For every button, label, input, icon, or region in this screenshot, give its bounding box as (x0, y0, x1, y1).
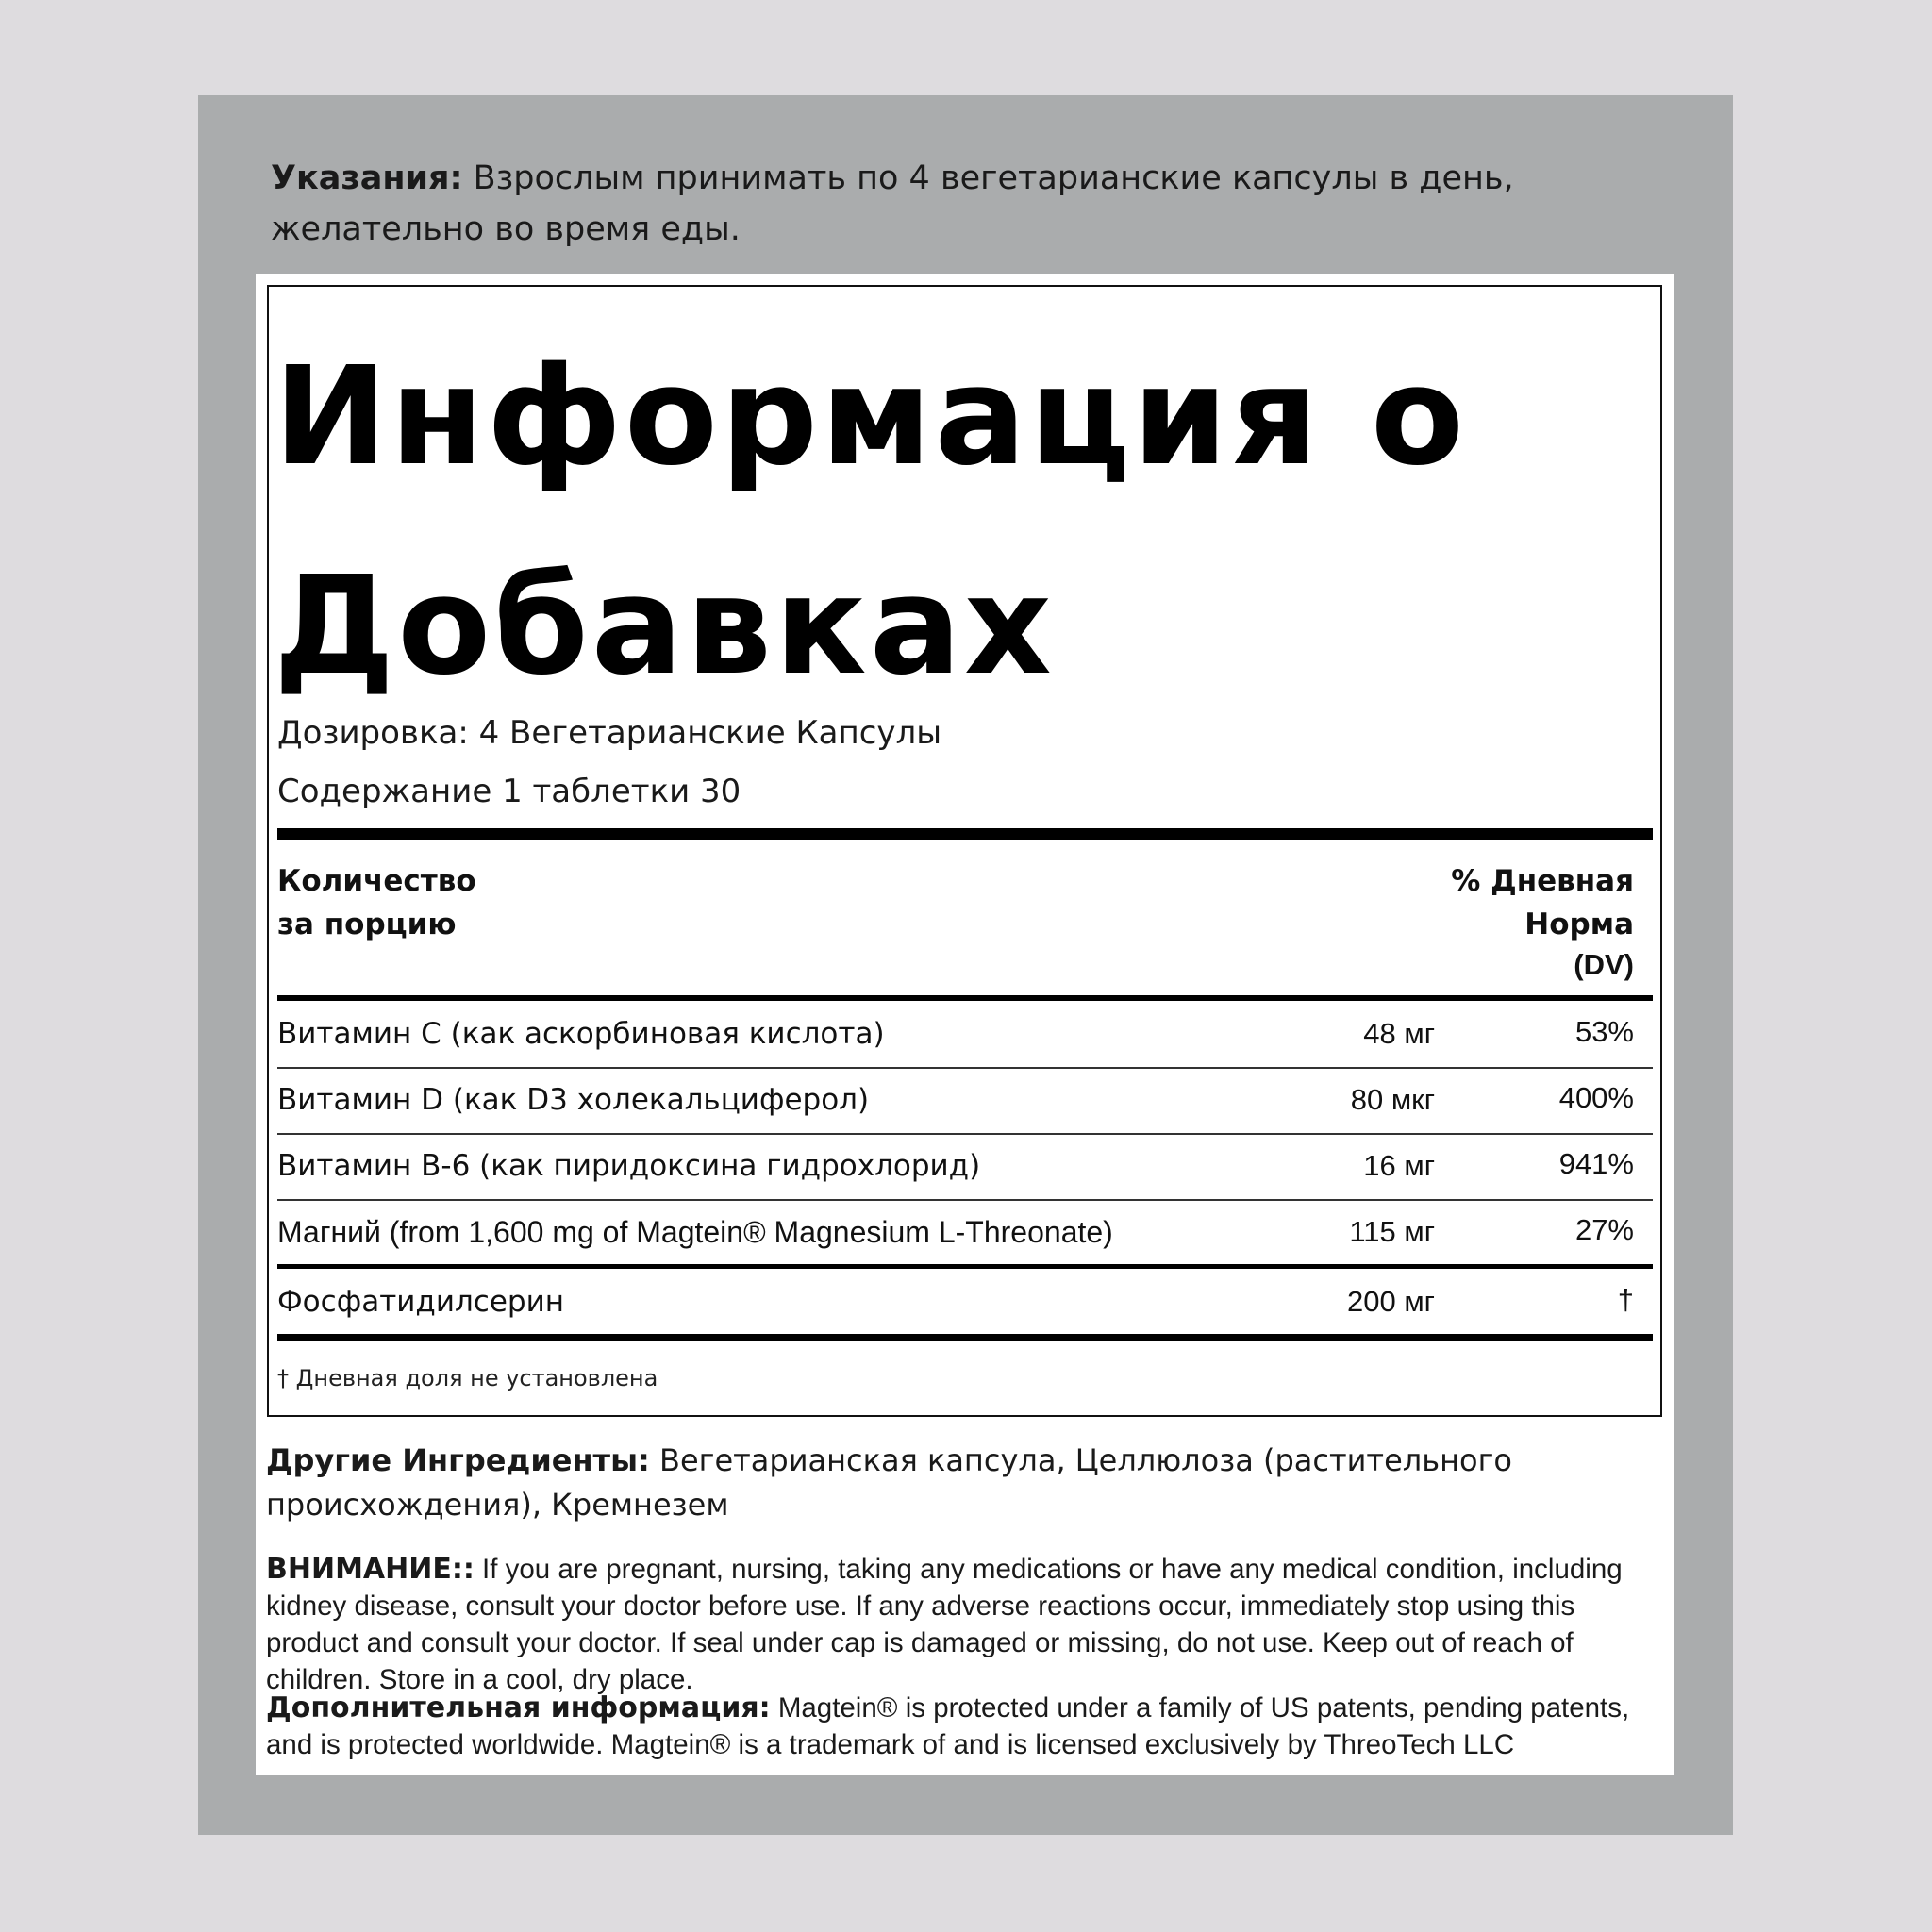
additional-info (266, 1690, 1655, 1763)
medium-divider (277, 1264, 1653, 1269)
servings-per-container: Содержание 1 таблетки 30 (277, 773, 741, 810)
nutrient-name: Витамин B-6 (как пиридоксина гидрохлорид) (277, 1149, 981, 1183)
nutrient-name: Фосфатидилсерин (277, 1285, 565, 1319)
amount-per-serving-header (277, 859, 655, 946)
nutrient-amount: 16 мг (1363, 1149, 1435, 1182)
nutrient-row (277, 1138, 1653, 1194)
row-divider (277, 1199, 1653, 1201)
nutrient-name: Витамин C (как аскорбиновая кислота) (277, 1017, 885, 1051)
serving-size: Дозировка: 4 Вегетарианские Капсулы (277, 714, 942, 752)
footnote: † Дневная доля не установлена (277, 1365, 658, 1391)
nutrient-daily-value: † (1617, 1283, 1634, 1316)
nutrient-name: Магний (from 1,600 mg of Magtein® Magnesium L-Threonate) (277, 1215, 1113, 1249)
thick-divider-top (277, 828, 1653, 840)
row-divider (277, 1133, 1653, 1135)
thick-divider-bottom (277, 1334, 1653, 1341)
other-ingredients-text: Вегетарианская капсула, Целлюлоза (растительного происхождения), Кремнезем (266, 1442, 1512, 1523)
other-ingredients-label: Другие Ингредиенты: (266, 1442, 650, 1478)
nutrient-row (277, 1274, 1653, 1330)
amount-header-line2: за порцию (277, 908, 457, 941)
warning-label: ВНИМАНИЕ:: (266, 1553, 475, 1586)
daily-value-header (1294, 859, 1634, 984)
nutrient-daily-value: 53% (1574, 1015, 1634, 1048)
nutrient-daily-value: 27% (1574, 1213, 1634, 1246)
nutrient-row (277, 1072, 1653, 1128)
nutrient-daily-value: 400% (1558, 1081, 1634, 1114)
other-ingredients (266, 1439, 1643, 1527)
amount-header-line1: Количество (277, 864, 476, 898)
directions-text (271, 153, 1573, 255)
nutrient-amount: 115 мг (1349, 1215, 1435, 1248)
warning-text: If you are pregnant, nursing, taking any medications or have any medical condition, including kidney disease, consult your doctor before use. If any adverse reactions occur, immediately stop using this product and consult your doctor. If seal under cap is damaged or missing, do not use. Keep out of reach of children. Store in a cool, dry place. (266, 1554, 1623, 1695)
directions-label: Указания: (271, 159, 463, 197)
nutrient-row (277, 1204, 1653, 1260)
directions-body: Взрослым принимать по 4 вегетарианские капсулы в день, желательно во время еды. (271, 159, 1514, 248)
medium-divider (277, 995, 1653, 1001)
dv-header-line1: % Дневная (1451, 864, 1634, 898)
supplement-facts-title: Информация о Добавках (274, 337, 1467, 705)
additional-info-text: Magtein® is protected under a family of US patents, pending patents, and is protected worldwide. Magtein® is a trademark of and is licensed exclusively by ThreoTech LLC (266, 1692, 1630, 1760)
nutrient-amount: 200 мг (1347, 1285, 1435, 1318)
dv-header-line2: Норма (1524, 908, 1634, 941)
nutrient-daily-value: 941% (1558, 1147, 1634, 1180)
nutrient-amount: 80 мкг (1350, 1083, 1435, 1116)
nutrient-row (277, 1006, 1653, 1062)
warning (266, 1551, 1655, 1698)
nutrient-name: Витамин D (как D3 холекальциферол) (277, 1083, 870, 1117)
row-divider (277, 1067, 1653, 1069)
nutrient-amount: 48 мг (1363, 1017, 1435, 1050)
dv-header-line3: (DV) (1574, 948, 1634, 981)
additional-info-label: Дополнительная информация: (266, 1691, 771, 1724)
